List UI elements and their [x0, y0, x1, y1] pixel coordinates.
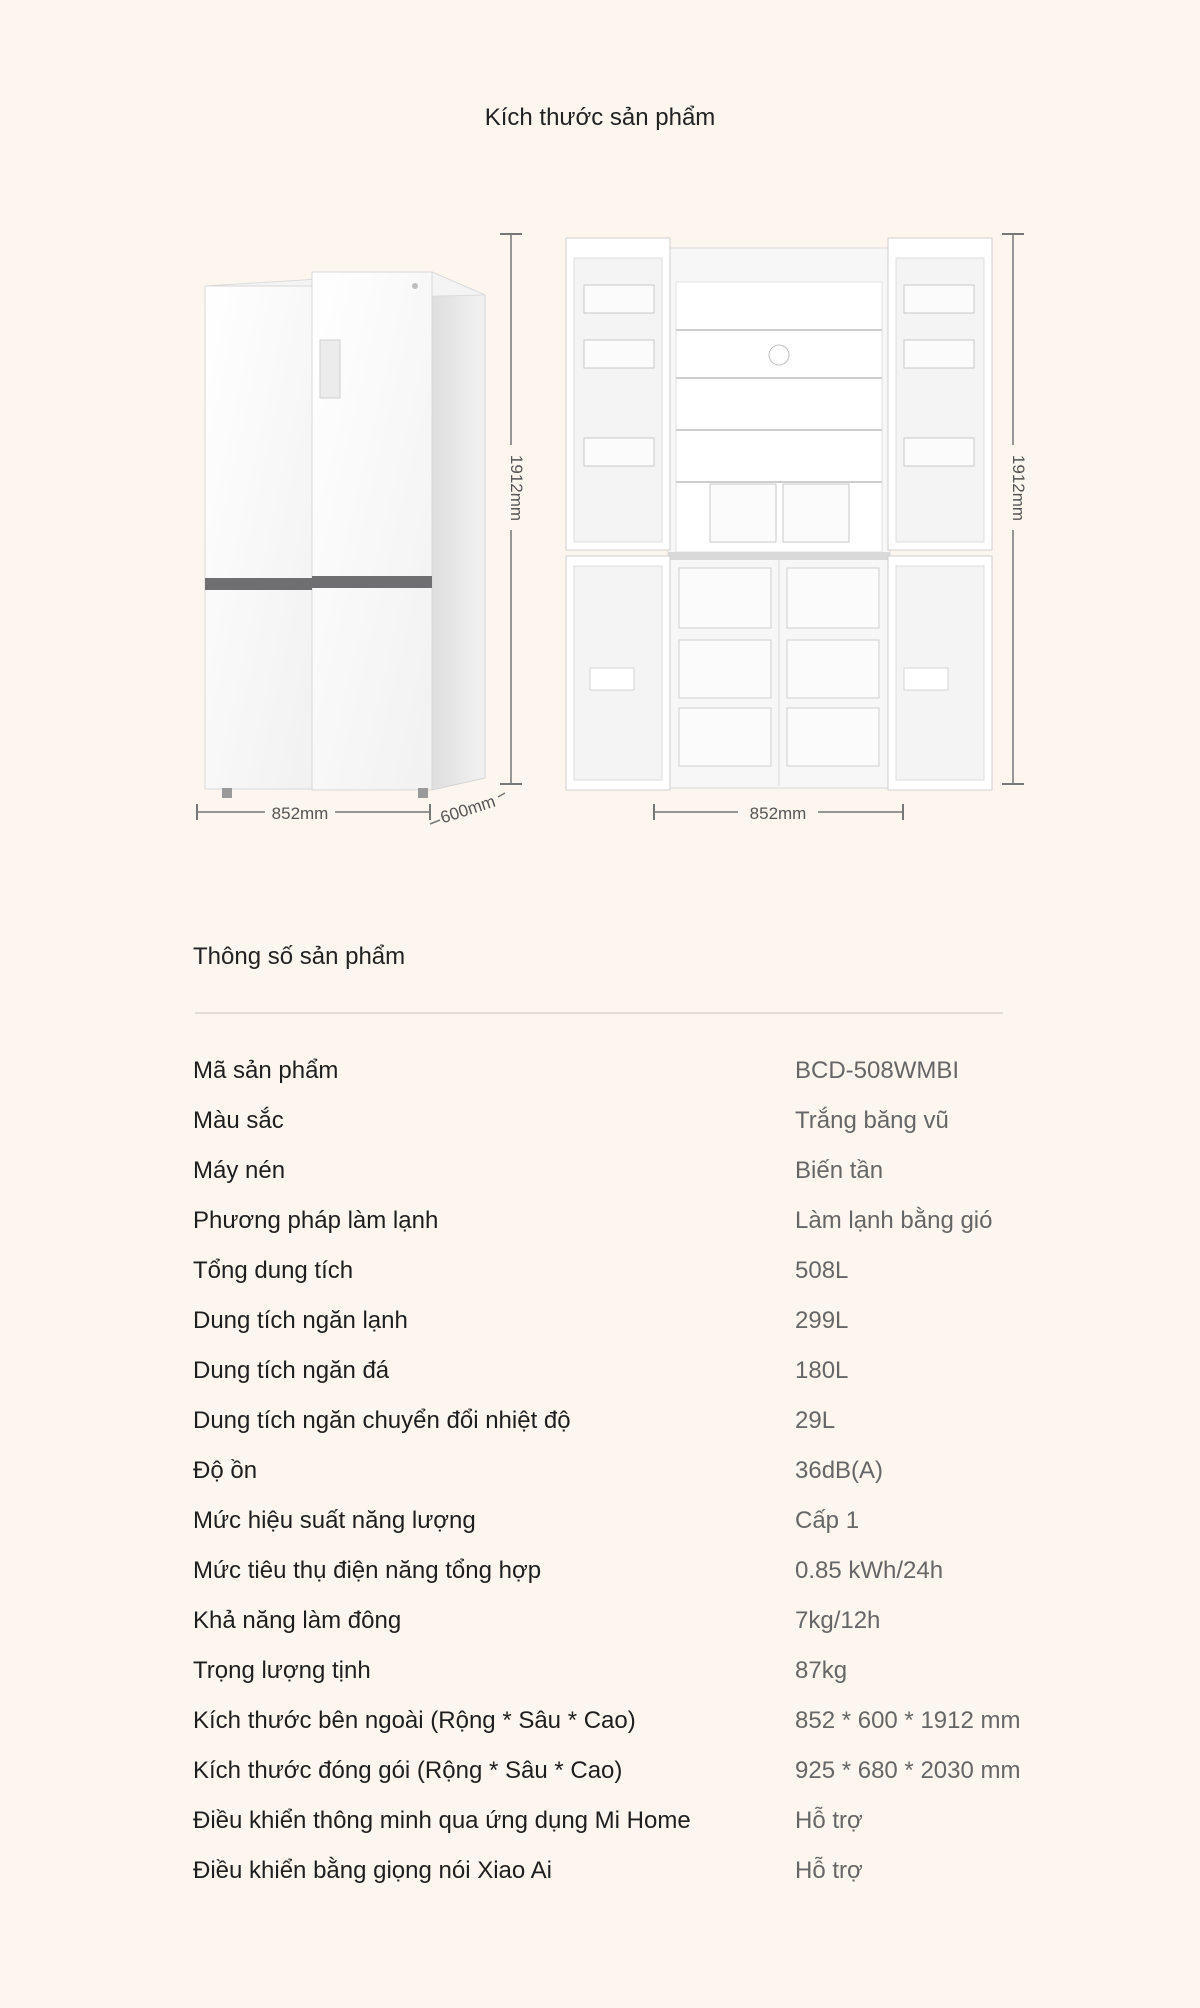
spec-value: 299L [795, 1307, 849, 1334]
spec-row [193, 1696, 1073, 1746]
spec-value: Biến tần [795, 1157, 884, 1184]
spec-label: Kích thước bên ngoài (Rộng * Sâu * Cao) [193, 1707, 636, 1734]
spec-value: 29L [795, 1407, 836, 1434]
spec-row [193, 1646, 1073, 1696]
open-width-label: 852mm [749, 804, 807, 823]
spec-label: Phương pháp làm lạnh [193, 1207, 439, 1234]
spec-value: 7kg/12h [795, 1607, 881, 1634]
open-height-dimension [1002, 234, 1028, 784]
spec-row [193, 1746, 1073, 1796]
spec-row [193, 1596, 1073, 1646]
spec-label: Độ ồn [193, 1457, 258, 1484]
spec-row [193, 1396, 1073, 1446]
open-height-label: 1912mm [1009, 454, 1028, 522]
spec-label: Kích thước đóng gói (Rộng * Sâu * Cao) [193, 1757, 623, 1784]
spec-label: Trọng lượng tịnh [193, 1657, 371, 1684]
closed-fridge-illustration [205, 272, 485, 798]
spec-row [193, 1346, 1073, 1396]
fridge-dimension-figure [180, 220, 1040, 860]
spec-label: Khả năng làm đông [193, 1607, 402, 1634]
spec-value: Hỗ trợ [795, 1857, 863, 1884]
spec-label: Dung tích ngăn lạnh [193, 1307, 408, 1334]
closed-depth-label: 600mm [437, 791, 498, 828]
spec-label: Tổng dung tích [193, 1257, 354, 1284]
spec-value: Làm lạnh bằng gió [795, 1207, 993, 1234]
spec-row [193, 1496, 1073, 1546]
spec-label: Dung tích ngăn đá [193, 1357, 390, 1384]
spec-row [193, 1296, 1073, 1346]
spec-label: Mã sản phẩm [193, 1057, 339, 1084]
spec-row [193, 1446, 1073, 1496]
spec-row [193, 1046, 1073, 1096]
open-fridge-illustration [566, 238, 992, 790]
spec-label: Màu sắc [193, 1107, 284, 1134]
spec-row [193, 1846, 1073, 1896]
spec-label: Máy nén [193, 1157, 286, 1184]
spec-value: Hỗ trợ [795, 1807, 863, 1834]
open-width-dimension [654, 804, 903, 823]
spec-row [193, 1196, 1073, 1246]
closed-width-label: 852mm [271, 804, 329, 823]
closed-width-dimension [197, 804, 430, 823]
spec-label: Điều khiển thông minh qua ứng dụng Mi Home [193, 1807, 691, 1834]
spec-value: Trắng băng vũ [795, 1107, 949, 1134]
spec-row [193, 1096, 1073, 1146]
spec-value: 852 * 600 * 1912 mm [795, 1707, 1021, 1734]
spec-row [193, 1146, 1073, 1196]
specs-divider [195, 1012, 1003, 1014]
spec-value: 87kg [795, 1657, 848, 1684]
spec-label: Mức hiệu suất năng lượng [193, 1507, 476, 1534]
spec-value: 925 * 680 * 2030 mm [795, 1757, 1021, 1784]
spec-value: 180L [795, 1357, 849, 1384]
spec-value: 36dB(A) [795, 1457, 884, 1484]
closed-height-dimension [500, 234, 526, 784]
fridge-dimension-svg [180, 220, 1040, 860]
specs-title: Thông số sản phẩm [193, 943, 406, 970]
spec-value: Cấp 1 [795, 1507, 860, 1534]
spec-row [193, 1546, 1073, 1596]
spec-label: Mức tiêu thụ điện năng tổng hợp [193, 1557, 542, 1584]
spec-row [193, 1796, 1073, 1846]
spec-value: 508L [795, 1257, 849, 1284]
closed-height-label: 1912mm [507, 454, 526, 522]
spec-value: 0.85 kWh/24h [795, 1557, 944, 1584]
spec-row [193, 1246, 1073, 1296]
specs-table [193, 1046, 1073, 1896]
spec-label: Điều khiển bằng giọng nói Xiao Ai [193, 1857, 552, 1884]
spec-value: BCD-508WMBI [795, 1057, 960, 1084]
closed-depth-dimension [430, 792, 505, 828]
dimensions-title: Kích thước sản phẩm [484, 104, 716, 131]
spec-label: Dung tích ngăn chuyển đổi nhiệt độ [193, 1407, 571, 1434]
